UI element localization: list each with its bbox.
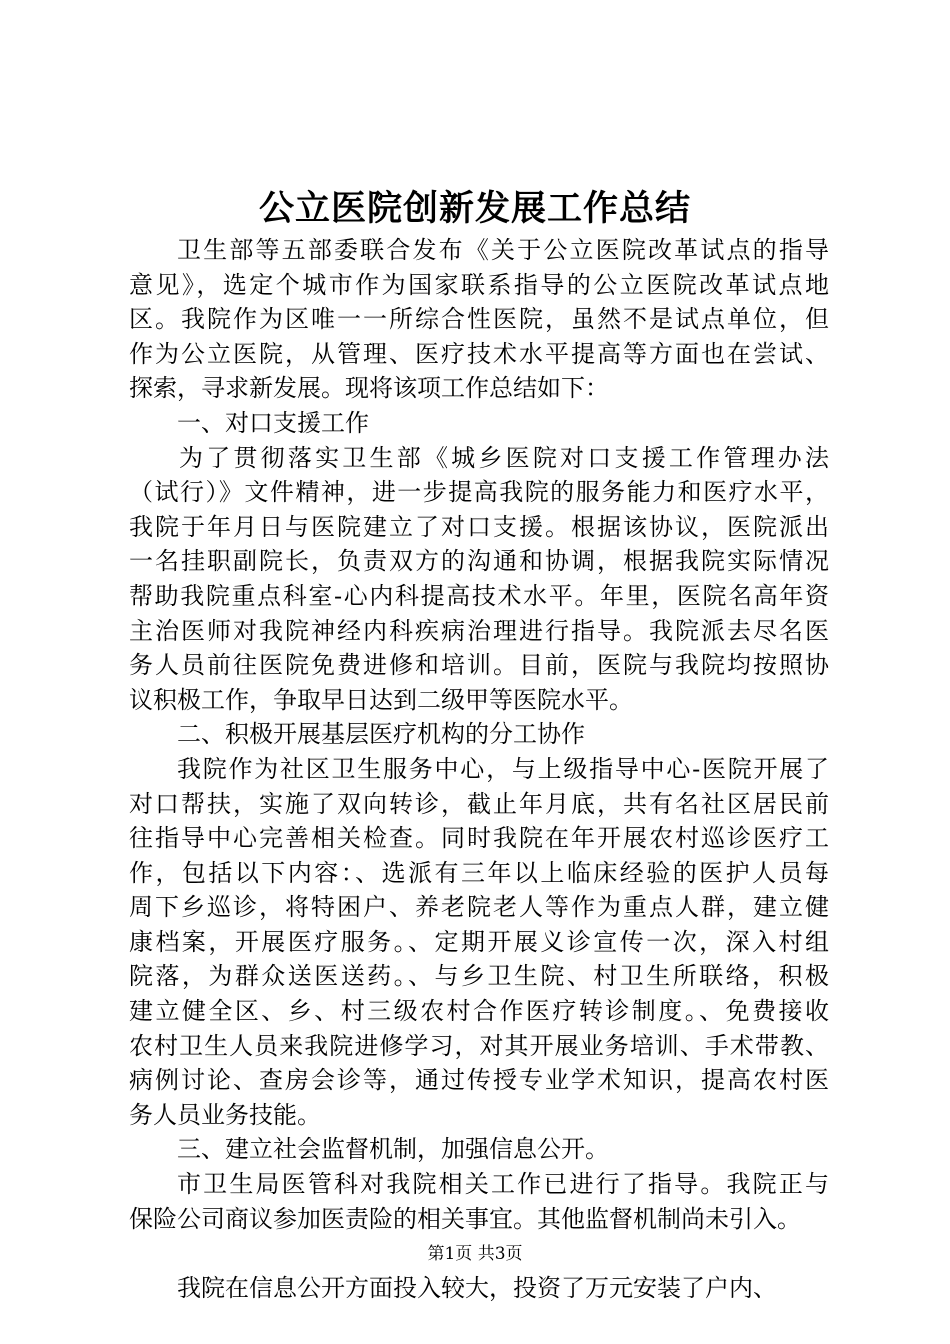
paragraph-line: 我院作为社区卫生服务中心，与上级指导中心-医院开展了 bbox=[177, 754, 829, 783]
section-heading: 三、建立社会监督机制，加强信息公开。 bbox=[177, 1135, 609, 1164]
paragraph-line: 探索，寻求新发展。现将该项工作总结如下： bbox=[129, 374, 609, 403]
paragraph-line: 务人员业务技能。 bbox=[129, 1100, 321, 1129]
document-title: 公立医院创新发展工作总结 bbox=[258, 188, 691, 229]
paragraph-line: 卫生部等五部委联合发布《关于公立医院改革试点的指导 bbox=[177, 236, 829, 264]
paragraph-line: 务人员前往医院免费进修和培训。目前，医院与我院均按照协 bbox=[129, 651, 829, 680]
paragraph-line: 一名挂职副院长，负责双方的沟通和协调，根据我院实际情况 bbox=[129, 547, 829, 576]
section-heading: 二、积极开展基层医疗机构的分工协作 bbox=[177, 720, 585, 749]
paragraph-line: 意见》，选定个城市作为国家联系指导的公立医院改革试点地 bbox=[129, 270, 829, 299]
paragraph-line: 作，包括以下内容：、选派有三年以上临床经验的医护人员每 bbox=[129, 858, 829, 887]
paragraph-line: 往指导中心完善相关检查。同时我院在年开展农村巡诊医疗工 bbox=[129, 824, 829, 853]
paragraph-line: 对口帮扶，实施了双向转诊，截止年月底，共有名社区居民前 bbox=[129, 789, 829, 818]
paragraph-line: 作为公立医院，从管理、医疗技术水平提高等方面也在尝试、 bbox=[129, 339, 829, 368]
page-number: 第1页 共3页 bbox=[427, 1244, 523, 1264]
paragraph-line: 市卫生局医管科对我院相关工作已进行了指导。我院正与 bbox=[177, 1170, 829, 1199]
paragraph-line: 我院在信息公开方面投入较大，投资了万元安装了户内、 bbox=[177, 1273, 777, 1302]
section-heading: 一、对口支援工作 bbox=[177, 408, 369, 437]
paragraph-line: 农村卫生人员来我院进修学习，对其开展业务培训、手术带教、 bbox=[129, 1031, 829, 1060]
paragraph-line: 病例讨论、查房会诊等，通过传授专业学术知识，提高农村医 bbox=[129, 1066, 829, 1095]
paragraph-line: 院落，为群众送医送药。、与乡卫生院、村卫生所联络，积极 bbox=[129, 962, 829, 991]
paragraph-line: 保险公司商议参加医责险的相关事宜。其他监督机制尚未引入。 bbox=[129, 1204, 801, 1233]
paragraph-line: 帮助我院重点科室-心内科提高技术水平。年里，医院名高年资 bbox=[129, 581, 829, 610]
paragraph-line: （试行）》文件精神，进一步提高我院的服务能力和医疗水平， bbox=[129, 478, 829, 507]
paragraph-line: 建立健全区、乡、村三级农村合作医疗转诊制度。、免费接收 bbox=[129, 997, 829, 1026]
paragraph-line: 康档案，开展医疗服务。、定期开展义诊宣传一次，深入村组 bbox=[129, 927, 829, 956]
paragraph-line: 我院于年月日与医院建立了对口支援。根据该协议，医院派出 bbox=[129, 512, 829, 541]
paragraph-line: 为了贯彻落实卫生部《城乡医院对口支援工作管理办法 bbox=[179, 443, 829, 472]
paragraph-line: 区。我院作为区唯一一所综合性医院，虽然不是试点单位，但 bbox=[129, 305, 829, 334]
paragraph-line: 议积极工作，争取早日达到二级甲等医院水平。 bbox=[129, 685, 633, 714]
paragraph-line: 主治医师对我院神经内科疾病治理进行指导。我院派去尽名医 bbox=[129, 616, 829, 645]
paragraph-line: 周下乡巡诊，将特困户、养老院老人等作为重点人群，建立健 bbox=[129, 893, 829, 922]
document-body bbox=[129, 233, 829, 1305]
